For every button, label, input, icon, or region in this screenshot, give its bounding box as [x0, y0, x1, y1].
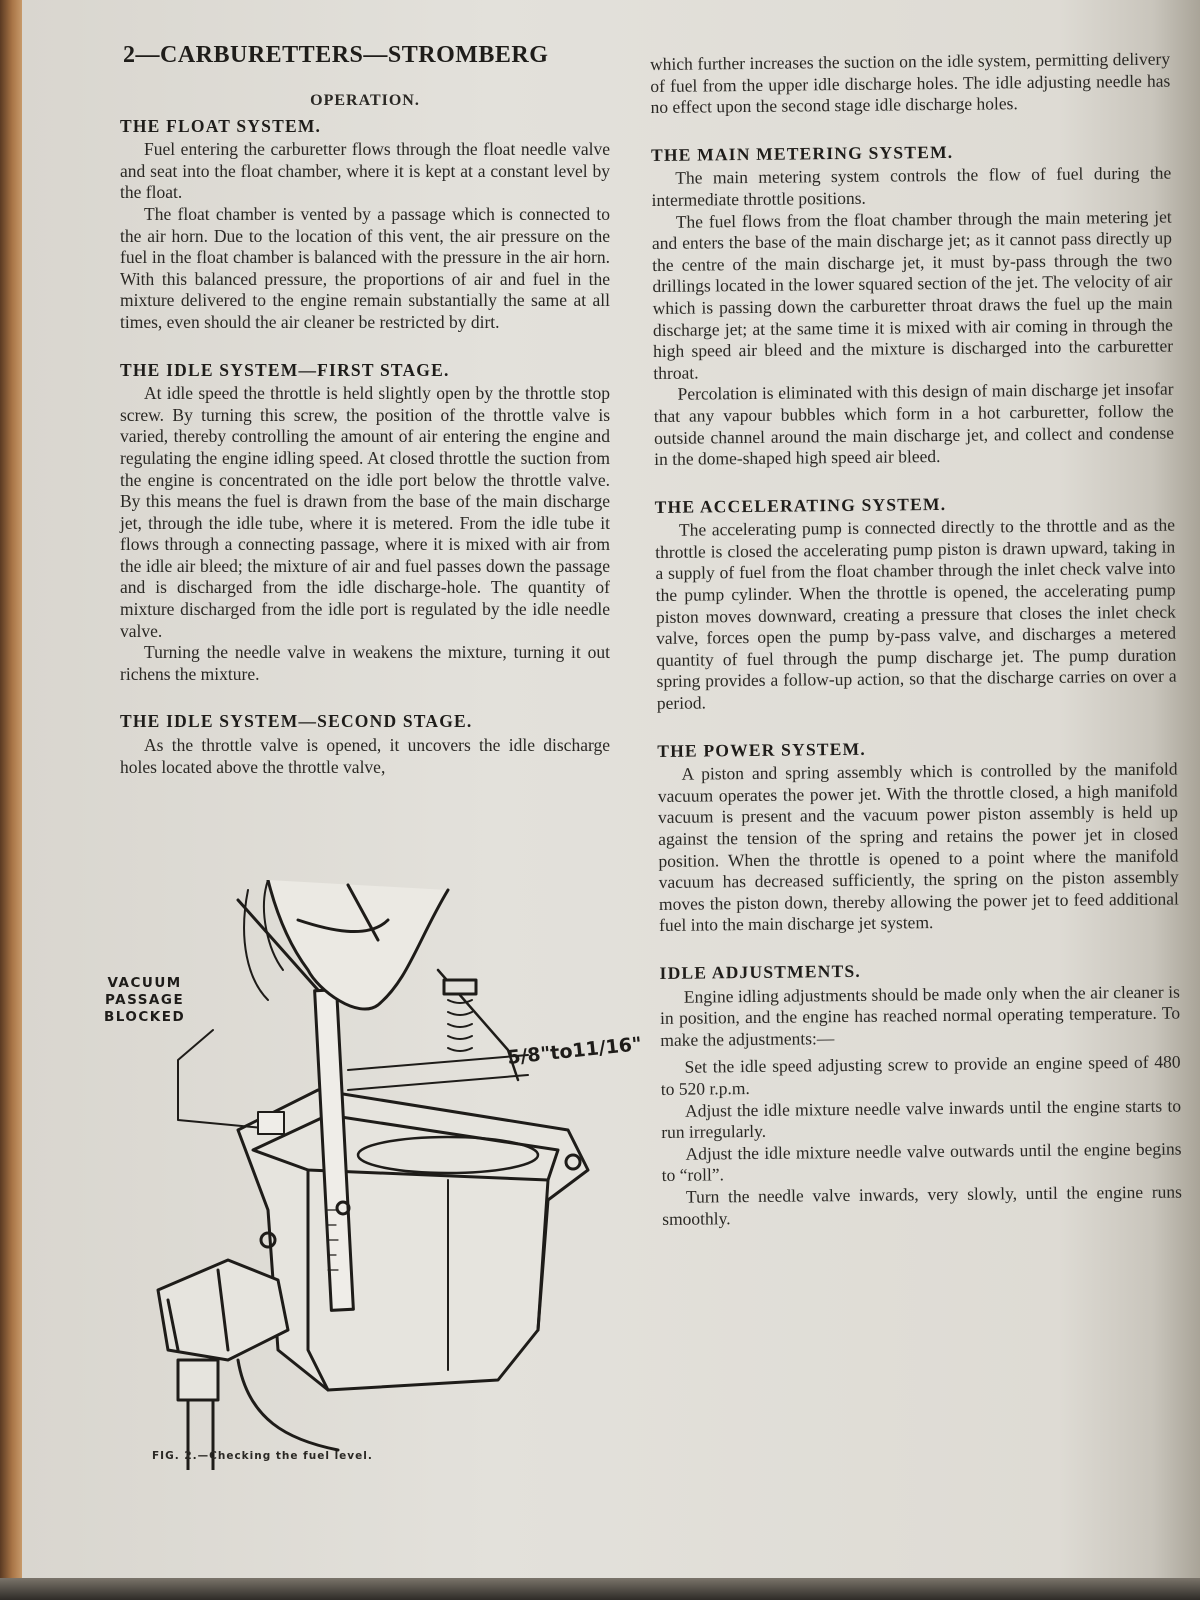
main-metering-section: [651, 139, 1174, 470]
power-paragraph-1: A piston and spring assembly which is controlled by the manifold vacuum operates the power jet. With the throttle closed, a high manifold vacuum is present and the vacuum power piston assembly is held up against the tension of the spring and retains the power jet in closed position. When the throttle is opened to a point where the manifold vacuum has decreased sufficiently, the spring on the piston assembly moves the piston down, thereby allowing the power jet to feed additional fuel into the main discharge jet system.: [657, 758, 1179, 936]
idle-first-stage-paragraph-2: Turning the needle valve in weakens the mixture, turning it out richens the mixture.: [120, 642, 610, 684]
idle-adjustments-section: [660, 957, 1183, 1230]
figure-dimension-label: 5/8"to11/16": [506, 1032, 643, 1070]
figure-caption: FIG. 2.—Checking the fuel level.: [152, 1450, 373, 1462]
idle-adjustments-paragraph-5: Turn the needle valve inwards, very slowly, until the engine runs smoothly.: [662, 1181, 1183, 1229]
right-column: [650, 49, 1183, 1256]
book-page: [22, 0, 1200, 1600]
idle-first-stage-paragraph-1: At idle speed the throttle is held slightly open by the throttle stop screw. By turning this screw, the position of the throttle valve is varied, thereby controlling the amount of air entering the engine and regulating the engine idling speed. At closed throttle the suction from the engine is concentrated on the idle port below the throttle valve. By this means the fuel is drawn from the base of the main discharge jet, through the idle tube, where it is metered. From the idle tube it flows through a connecting passage, where it is mixed with air from the idle air bleed; the mixture of air and fuel passes down the passage and is discharged from the idle discharge-hole. The quantity of mixture discharged from the idle port is regulated by the idle needle valve.: [120, 383, 610, 641]
figure-callout-vacuum-passage: VACUUM PASSAGE BLOCKED: [104, 975, 186, 1025]
accelerating-heading: THE ACCELERATING SYSTEM.: [654, 493, 947, 517]
idle-adjustments-heading: IDLE ADJUSTMENTS.: [659, 960, 861, 983]
power-section: [657, 735, 1179, 937]
main-metering-paragraph-2: The fuel flows from the float chamber through the main metering jet and enters the base of the main discharge jet; as it cannot pass directly up the centre of the main discharge jet, it must by-pass through the two drillings located in the lower squared section of the jet. The velocity of air which is passing down the carburetter throat draws the fuel up the main discharge jet; at the same time it is mixed with air coming in through the high speed air bleed and the mixture is discharged into the carburetter throat.: [651, 206, 1174, 383]
idle-second-stage-heading: THE IDLE SYSTEM—SECOND STAGE.: [120, 711, 473, 732]
book-spine: [0, 0, 22, 1600]
page-bottom-edge: [0, 1578, 1200, 1600]
idle-adjustments-paragraph-3: Adjust the idle mixture needle valve inwards until the engine starts to run irregularly.: [661, 1095, 1182, 1143]
idle-first-stage-section: [120, 360, 610, 686]
accelerating-section: [655, 491, 1177, 714]
main-metering-paragraph-3: Percolation is eliminated with this design of main discharge jet insofar that any vapour bubbles which form in a hot carburetter, follow the outside channel around the main discharge jet, and collect and condense in the dome-shaped high speed air bleed.: [653, 378, 1175, 470]
main-metering-paragraph-1: The main metering system controls the flow of fuel during the intermediate throttle positions.: [651, 162, 1172, 210]
main-metering-heading: THE MAIN METERING SYSTEM.: [650, 141, 954, 165]
power-heading: THE POWER SYSTEM.: [657, 738, 866, 761]
operation-heading: OPERATION.: [310, 92, 420, 109]
carburetter-illustration: [118, 880, 628, 1470]
float-system-paragraph-1: Fuel entering the carburetter flows through the float needle valve and seat into the float chamber, where it is kept at a constant level by the float.: [120, 139, 610, 203]
float-system-paragraph-2: The float chamber is vented by a passage which is connected to the air horn. Due to the location of this vent, the air pressure on the fuel in the float chamber is balanced with the pressure in the air horn. With this balanced pressure, the proportions of air and fuel in the mixture delivered to the engine remain substantially the same at all times, even should the air cleaner be restricted by dirt.: [120, 203, 610, 332]
left-column: [120, 90, 610, 804]
float-system-section: [120, 116, 610, 334]
idle-adjustments-paragraph-1: Engine idling adjustments should be made only when the air cleaner is in position, and the engine has reached normal operating temperature. To make the adjustments:—: [659, 981, 1181, 1050]
idle-adjustments-paragraph-4: Adjust the idle mixture needle valve outwards until the engine begins to “roll”.: [661, 1138, 1182, 1186]
running-head: 2—CARBURETTERS—STROMBERG: [123, 42, 549, 68]
accelerating-paragraph-1: The accelerating pump is connected directly to the throttle and as the throttle is closed the accelerating pump piston is drawn upward, taking in a supply of fuel from the float chamber through the inlet check valve into the pump cylinder. When the throttle is opened, the accelerating pump piston moves downward, creating a pressure that closes the inlet check valve, forces open the pump by-pass valve, and discharges a metered quantity of fuel through the pump discharge jet. The pump duration spring provides a follow-up action, so that the discharge carries on over a period.: [655, 514, 1177, 713]
float-system-heading: THE FLOAT SYSTEM.: [120, 115, 322, 136]
idle-adjustments-paragraph-2: Set the idle speed adjusting screw to provide an engine speed of 480 to 520 r.p.m.: [660, 1051, 1181, 1099]
idle-second-stage-paragraph-1: As the throttle valve is opened, it uncovers the idle discharge holes located above the throttle valve,: [120, 735, 610, 777]
idle-first-stage-heading: THE IDLE SYSTEM—FIRST STAGE.: [120, 359, 450, 380]
continuation-section: [650, 49, 1171, 119]
continuation-paragraph: which further increases the suction on the idle system, permitting delivery of fuel from the upper idle discharge holes. The idle adjusting needle has no effect upon the second stage idle discharge holes.: [650, 48, 1171, 118]
idle-second-stage-section: [120, 711, 610, 778]
